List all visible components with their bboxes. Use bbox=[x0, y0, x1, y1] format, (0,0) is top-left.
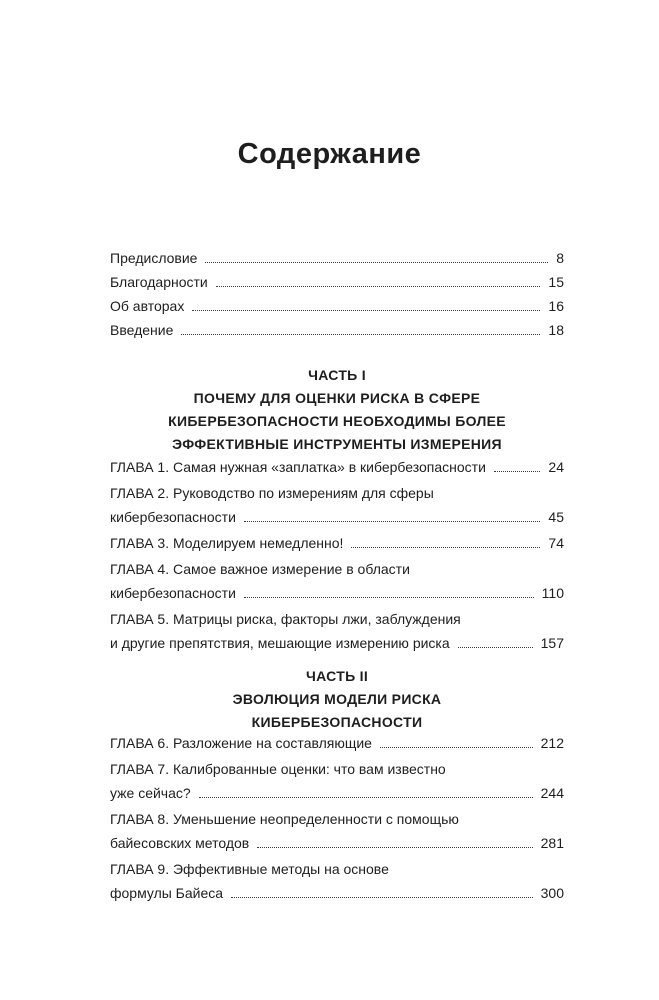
part-title-line: ЭФФЕКТИВНЫЕ ИНСТРУМЕНТЫ ИЗМЕРЕНИЯ bbox=[172, 436, 502, 452]
toc-entry-chapter-6[interactable] bbox=[110, 731, 564, 755]
dot-leader bbox=[205, 262, 548, 263]
dot-leader bbox=[244, 597, 534, 598]
toc-page-number: 16 bbox=[548, 298, 564, 314]
toc-entry-title: Введение bbox=[110, 322, 174, 338]
toc-entry-title-cont: уже сейчас? bbox=[110, 785, 191, 801]
part-label: ЧАСТЬ II bbox=[305, 668, 369, 684]
toc-entry-title: ГЛАВА 3. Моделируем немедленно! bbox=[110, 535, 344, 551]
dot-leader bbox=[192, 310, 540, 311]
toc-page-number: 8 bbox=[556, 250, 564, 266]
part-title-line: КИБЕРБЕЗОПАСНОСТИ НЕОБХОДИМЫ БОЛЕЕ bbox=[168, 413, 506, 429]
toc-entry-title: ГЛАВА 2. Руководство по измерениям для сферы bbox=[110, 485, 434, 501]
toc-page-number: 18 bbox=[548, 322, 564, 338]
toc-entry-title: ГЛАВА 8. Уменьшение неопределенности с помощью bbox=[110, 811, 459, 827]
dot-leader bbox=[216, 286, 541, 287]
part1-chapter-list bbox=[110, 455, 564, 655]
toc-entry-chapter-1[interactable] bbox=[110, 455, 564, 479]
part-title-line: ЭВОЛЮЦИЯ МОДЕЛИ РИСКА bbox=[232, 691, 442, 707]
toc-page-number: 212 bbox=[540, 735, 564, 751]
toc-entry-title-cont: и другие препятствия, мешающие измерению риска bbox=[110, 635, 450, 651]
toc-entry-title: ГЛАВА 1. Самая нужная «заплатка» в кибербезопасности bbox=[110, 459, 486, 475]
toc-entry-chapter-4[interactable] bbox=[110, 557, 564, 605]
toc-entry-title: ГЛАВА 4. Самое важное измерение в области bbox=[110, 561, 410, 577]
dot-leader bbox=[458, 647, 533, 648]
toc-entry-title-cont: формулы Байеса bbox=[110, 885, 224, 901]
dot-leader bbox=[199, 797, 533, 798]
toc-entry-title: ГЛАВА 7. Калиброванные оценки: что вам известно bbox=[110, 761, 446, 777]
toc-entry-title-cont: кибербезопасности bbox=[110, 585, 236, 601]
toc-page-number: 157 bbox=[540, 635, 564, 651]
toc-entry-acknowledgements[interactable] bbox=[110, 270, 564, 294]
dot-leader bbox=[181, 334, 540, 335]
part-label: ЧАСТЬ I bbox=[308, 367, 366, 383]
dot-leader bbox=[380, 747, 533, 748]
toc-entry-chapter-7[interactable] bbox=[110, 757, 564, 805]
toc-page-number: 15 bbox=[548, 274, 564, 290]
toc-page-number: 300 bbox=[540, 885, 564, 901]
toc-entry-title: Предисловие bbox=[110, 250, 198, 266]
part-title-line: КИБЕРБЕЗОПАСНОСТИ bbox=[251, 714, 423, 730]
dot-leader bbox=[257, 847, 532, 848]
toc-entry-title-cont: байесовских методов bbox=[110, 835, 250, 851]
toc-entry-title: ГЛАВА 9. Эффективные методы на основе bbox=[110, 861, 389, 877]
dot-leader bbox=[494, 471, 541, 472]
toc-entry-chapter-9[interactable] bbox=[110, 857, 564, 905]
toc-entry-preface[interactable] bbox=[110, 246, 564, 270]
toc-entry-title: ГЛАВА 6. Разложение на составляющие bbox=[110, 735, 372, 751]
front-matter-list bbox=[110, 246, 564, 342]
part-title-line: ПОЧЕМУ ДЛЯ ОЦЕНКИ РИСКА В СФЕРЕ bbox=[193, 390, 481, 406]
toc-entry-chapter-5[interactable] bbox=[110, 607, 564, 655]
part2-chapter-list bbox=[110, 731, 564, 905]
toc-page-number: 281 bbox=[540, 835, 564, 851]
toc-entry-chapter-2[interactable] bbox=[110, 481, 564, 529]
toc-page-number: 45 bbox=[548, 509, 564, 525]
toc-entry-title-cont: кибербезопасности bbox=[110, 509, 236, 525]
toc-entry-chapter-8[interactable] bbox=[110, 807, 564, 855]
toc-page-number: 244 bbox=[540, 785, 564, 801]
toc-entry-chapter-3[interactable] bbox=[110, 531, 564, 555]
toc-entry-about-authors[interactable] bbox=[110, 294, 564, 318]
page-title: Содержание bbox=[237, 138, 422, 170]
toc-entry-introduction[interactable] bbox=[110, 318, 564, 342]
toc-page-number: 110 bbox=[541, 585, 564, 601]
toc-entry-title: ГЛАВА 5. Матрицы риска, факторы лжи, заблуждения bbox=[110, 611, 461, 627]
dot-leader bbox=[351, 547, 540, 548]
part1-heading bbox=[110, 364, 564, 456]
toc-entry-title: Об авторах bbox=[110, 298, 185, 314]
toc-entry-title: Благодарности bbox=[110, 274, 208, 290]
toc-page-number: 24 bbox=[548, 459, 564, 475]
part2-heading bbox=[110, 665, 564, 734]
dot-leader bbox=[244, 521, 541, 522]
toc-page-number: 74 bbox=[548, 535, 564, 551]
dot-leader bbox=[231, 897, 533, 898]
